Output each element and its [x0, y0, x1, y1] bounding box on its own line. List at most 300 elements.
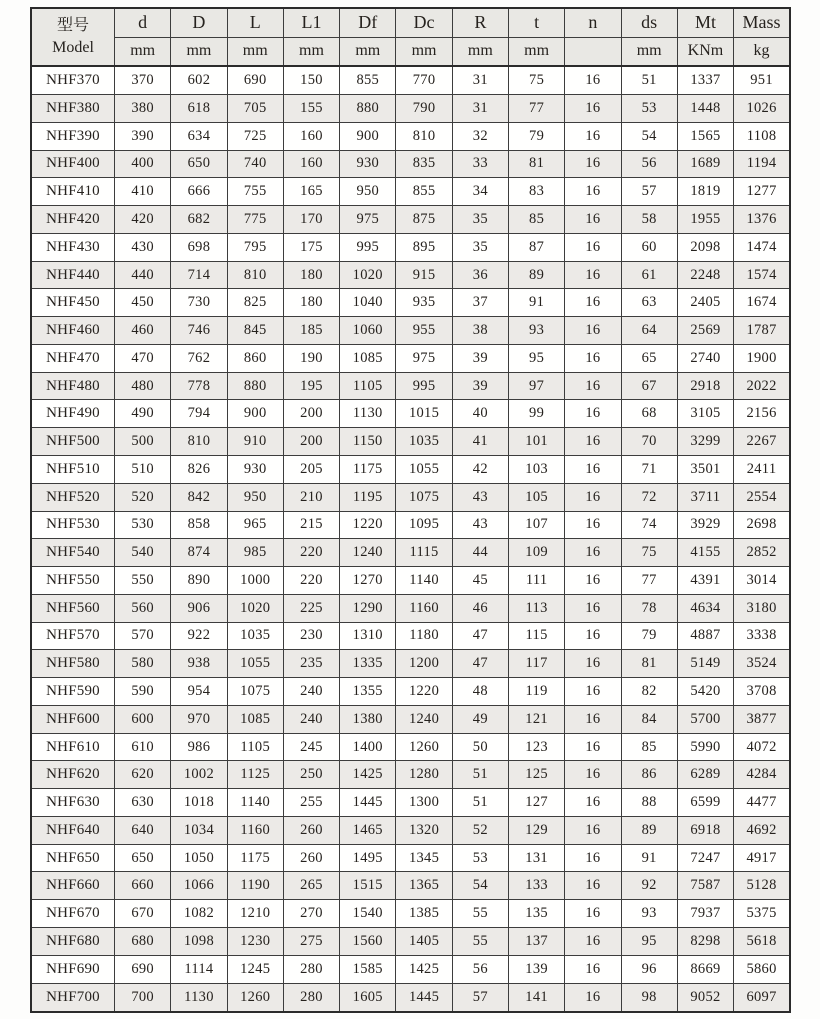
- value-cell: 2098: [677, 233, 733, 261]
- value-cell: 1280: [396, 761, 452, 789]
- value-cell: 1376: [734, 206, 790, 234]
- table-row: [31, 928, 790, 956]
- column-header-r: R: [452, 8, 508, 37]
- value-cell: 32: [452, 122, 508, 150]
- value-cell: 5990: [677, 733, 733, 761]
- value-cell: 1365: [396, 872, 452, 900]
- value-cell: 3338: [734, 622, 790, 650]
- value-cell: 1270: [340, 567, 396, 595]
- value-cell: 133: [508, 872, 564, 900]
- value-cell: 2156: [734, 400, 790, 428]
- value-cell: 1140: [396, 567, 452, 595]
- value-cell: 7587: [677, 872, 733, 900]
- table-row: [31, 400, 790, 428]
- value-cell: 38: [452, 317, 508, 345]
- table-body: [31, 66, 790, 1012]
- value-cell: 2554: [734, 483, 790, 511]
- table-row: [31, 511, 790, 539]
- value-cell: 874: [171, 539, 227, 567]
- table-row: [31, 372, 790, 400]
- value-cell: 1035: [227, 622, 283, 650]
- value-cell: 135: [508, 900, 564, 928]
- column-header-n: n: [565, 8, 621, 37]
- model-cell: NHF610: [31, 733, 115, 761]
- table-row: [31, 122, 790, 150]
- value-cell: 137: [508, 928, 564, 956]
- value-cell: 16: [565, 483, 621, 511]
- value-cell: 420: [115, 206, 171, 234]
- value-cell: 790: [396, 95, 452, 123]
- value-cell: 1026: [734, 95, 790, 123]
- value-cell: 43: [452, 511, 508, 539]
- value-cell: 3877: [734, 705, 790, 733]
- value-cell: 46: [452, 594, 508, 622]
- table-row: [31, 761, 790, 789]
- value-cell: 590: [115, 678, 171, 706]
- value-cell: 240: [283, 678, 339, 706]
- value-cell: 725: [227, 122, 283, 150]
- value-cell: 705: [227, 95, 283, 123]
- value-cell: 79: [621, 622, 677, 650]
- model-cell: NHF400: [31, 150, 115, 178]
- value-cell: 117: [508, 650, 564, 678]
- value-cell: 79: [508, 122, 564, 150]
- value-cell: 16: [565, 206, 621, 234]
- unit-header-mass: kg: [734, 37, 790, 66]
- model-cell: NHF620: [31, 761, 115, 789]
- value-cell: 47: [452, 622, 508, 650]
- value-cell: 762: [171, 344, 227, 372]
- value-cell: 1066: [171, 872, 227, 900]
- table-row: [31, 789, 790, 817]
- value-cell: 1345: [396, 844, 452, 872]
- table-row: [31, 872, 790, 900]
- value-cell: 78: [621, 594, 677, 622]
- value-cell: 82: [621, 678, 677, 706]
- value-cell: 5618: [734, 928, 790, 956]
- value-cell: 1819: [677, 178, 733, 206]
- value-cell: 975: [340, 206, 396, 234]
- value-cell: 129: [508, 816, 564, 844]
- value-cell: 260: [283, 844, 339, 872]
- value-cell: 6289: [677, 761, 733, 789]
- value-cell: 121: [508, 705, 564, 733]
- value-cell: 950: [227, 483, 283, 511]
- value-cell: 160: [283, 150, 339, 178]
- value-cell: 265: [283, 872, 339, 900]
- table-row: [31, 650, 790, 678]
- value-cell: 101: [508, 428, 564, 456]
- table-header: [31, 8, 790, 66]
- value-cell: 16: [565, 178, 621, 206]
- value-cell: 540: [115, 539, 171, 567]
- model-cell: NHF460: [31, 317, 115, 345]
- value-cell: 1574: [734, 261, 790, 289]
- value-cell: 5420: [677, 678, 733, 706]
- value-cell: 96: [621, 955, 677, 983]
- table-row: [31, 317, 790, 345]
- value-cell: 33: [452, 150, 508, 178]
- value-cell: 16: [565, 872, 621, 900]
- value-cell: 1474: [734, 233, 790, 261]
- value-cell: 460: [115, 317, 171, 345]
- value-cell: 3524: [734, 650, 790, 678]
- value-cell: 9052: [677, 983, 733, 1012]
- value-cell: 16: [565, 289, 621, 317]
- model-cell: NHF530: [31, 511, 115, 539]
- column-header-mass: Mass: [734, 8, 790, 37]
- value-cell: 2267: [734, 428, 790, 456]
- value-cell: 845: [227, 317, 283, 345]
- value-cell: 245: [283, 733, 339, 761]
- value-cell: 240: [283, 705, 339, 733]
- value-cell: 1035: [396, 428, 452, 456]
- model-cell: NHF570: [31, 622, 115, 650]
- value-cell: 56: [452, 955, 508, 983]
- value-cell: 4072: [734, 733, 790, 761]
- value-cell: 65: [621, 344, 677, 372]
- model-cell: NHF500: [31, 428, 115, 456]
- value-cell: 1448: [677, 95, 733, 123]
- value-cell: 1540: [340, 900, 396, 928]
- value-cell: 70: [621, 428, 677, 456]
- value-cell: 842: [171, 483, 227, 511]
- value-cell: 190: [283, 344, 339, 372]
- unit-header-l1: mm: [283, 37, 339, 66]
- value-cell: 775: [227, 206, 283, 234]
- value-cell: 40: [452, 400, 508, 428]
- value-cell: 2022: [734, 372, 790, 400]
- value-cell: 490: [115, 400, 171, 428]
- table-row: [31, 567, 790, 595]
- unit-header-n: [565, 37, 621, 66]
- value-cell: 666: [171, 178, 227, 206]
- value-cell: 41: [452, 428, 508, 456]
- value-cell: 1160: [227, 816, 283, 844]
- value-cell: 16: [565, 955, 621, 983]
- value-cell: 8298: [677, 928, 733, 956]
- value-cell: 550: [115, 567, 171, 595]
- value-cell: 825: [227, 289, 283, 317]
- value-cell: 1082: [171, 900, 227, 928]
- table-row: [31, 261, 790, 289]
- value-cell: 220: [283, 567, 339, 595]
- model-column-header: [31, 8, 115, 66]
- value-cell: 1085: [227, 705, 283, 733]
- table-row: [31, 344, 790, 372]
- value-cell: 890: [171, 567, 227, 595]
- value-cell: 115: [508, 622, 564, 650]
- value-cell: 1020: [340, 261, 396, 289]
- value-cell: 16: [565, 317, 621, 345]
- unit-header-df: mm: [340, 37, 396, 66]
- value-cell: 2852: [734, 539, 790, 567]
- value-cell: 99: [508, 400, 564, 428]
- value-cell: 16: [565, 705, 621, 733]
- table-row: [31, 178, 790, 206]
- table-row: [31, 483, 790, 511]
- value-cell: 4917: [734, 844, 790, 872]
- value-cell: 1405: [396, 928, 452, 956]
- value-cell: 16: [565, 428, 621, 456]
- value-cell: 370: [115, 66, 171, 95]
- value-cell: 67: [621, 372, 677, 400]
- value-cell: 280: [283, 955, 339, 983]
- value-cell: 4284: [734, 761, 790, 789]
- value-cell: 215: [283, 511, 339, 539]
- value-cell: 690: [227, 66, 283, 95]
- value-cell: 855: [396, 178, 452, 206]
- value-cell: 16: [565, 66, 621, 95]
- value-cell: 77: [621, 567, 677, 595]
- unit-header-d: mm: [171, 37, 227, 66]
- model-cell: NHF550: [31, 567, 115, 595]
- value-cell: 570: [115, 622, 171, 650]
- value-cell: 48: [452, 678, 508, 706]
- value-cell: 1060: [340, 317, 396, 345]
- value-cell: 89: [508, 261, 564, 289]
- value-cell: 139: [508, 955, 564, 983]
- value-cell: 1175: [340, 456, 396, 484]
- value-cell: 195: [283, 372, 339, 400]
- value-cell: 160: [283, 122, 339, 150]
- value-cell: 778: [171, 372, 227, 400]
- value-cell: 1674: [734, 289, 790, 317]
- model-cell: NHF700: [31, 983, 115, 1012]
- value-cell: 1260: [396, 733, 452, 761]
- value-cell: 510: [115, 456, 171, 484]
- value-cell: 113: [508, 594, 564, 622]
- value-cell: 6918: [677, 816, 733, 844]
- value-cell: 986: [171, 733, 227, 761]
- value-cell: 74: [621, 511, 677, 539]
- value-cell: 1689: [677, 150, 733, 178]
- table-row: [31, 622, 790, 650]
- value-cell: 650: [115, 844, 171, 872]
- value-cell: 83: [508, 178, 564, 206]
- value-cell: 93: [621, 900, 677, 928]
- value-cell: 16: [565, 344, 621, 372]
- value-cell: 280: [283, 983, 339, 1012]
- value-cell: 1290: [340, 594, 396, 622]
- value-cell: 1000: [227, 567, 283, 595]
- model-cell: NHF590: [31, 678, 115, 706]
- model-cell: NHF520: [31, 483, 115, 511]
- value-cell: 54: [452, 872, 508, 900]
- value-cell: 2405: [677, 289, 733, 317]
- value-cell: 103: [508, 456, 564, 484]
- value-cell: 4692: [734, 816, 790, 844]
- value-cell: 880: [340, 95, 396, 123]
- value-cell: 2569: [677, 317, 733, 345]
- value-cell: 16: [565, 456, 621, 484]
- value-cell: 1015: [396, 400, 452, 428]
- value-cell: 955: [396, 317, 452, 345]
- column-header-l: L: [227, 8, 283, 37]
- value-cell: 123: [508, 733, 564, 761]
- value-cell: 51: [452, 761, 508, 789]
- value-cell: 1900: [734, 344, 790, 372]
- value-cell: 954: [171, 678, 227, 706]
- table-row: [31, 456, 790, 484]
- value-cell: 5700: [677, 705, 733, 733]
- value-cell: 1115: [396, 539, 452, 567]
- value-cell: 105: [508, 483, 564, 511]
- value-cell: 16: [565, 678, 621, 706]
- value-cell: 2411: [734, 456, 790, 484]
- value-cell: 1194: [734, 150, 790, 178]
- value-cell: 16: [565, 400, 621, 428]
- value-cell: 740: [227, 150, 283, 178]
- model-cell: NHF540: [31, 539, 115, 567]
- value-cell: 682: [171, 206, 227, 234]
- value-cell: 56: [621, 150, 677, 178]
- value-cell: 1230: [227, 928, 283, 956]
- value-cell: 875: [396, 206, 452, 234]
- value-cell: 690: [115, 955, 171, 983]
- value-cell: 72: [621, 483, 677, 511]
- value-cell: 698: [171, 233, 227, 261]
- value-cell: 43: [452, 483, 508, 511]
- value-cell: 127: [508, 789, 564, 817]
- value-cell: 938: [171, 650, 227, 678]
- value-cell: 1195: [340, 483, 396, 511]
- value-cell: 175: [283, 233, 339, 261]
- value-cell: 3105: [677, 400, 733, 428]
- value-cell: 16: [565, 816, 621, 844]
- value-cell: 1445: [340, 789, 396, 817]
- value-cell: 1955: [677, 206, 733, 234]
- value-cell: 63: [621, 289, 677, 317]
- value-cell: 16: [565, 95, 621, 123]
- value-cell: 52: [452, 816, 508, 844]
- value-cell: 835: [396, 150, 452, 178]
- value-cell: 3929: [677, 511, 733, 539]
- value-cell: 2248: [677, 261, 733, 289]
- value-cell: 200: [283, 428, 339, 456]
- column-header-l1: L1: [283, 8, 339, 37]
- value-cell: 3711: [677, 483, 733, 511]
- value-cell: 16: [565, 233, 621, 261]
- table-row: [31, 594, 790, 622]
- value-cell: 855: [340, 66, 396, 95]
- value-cell: 670: [115, 900, 171, 928]
- table-row: [31, 705, 790, 733]
- model-cell: NHF680: [31, 928, 115, 956]
- value-cell: 47: [452, 650, 508, 678]
- value-cell: 1105: [340, 372, 396, 400]
- value-cell: 380: [115, 95, 171, 123]
- value-cell: 53: [452, 844, 508, 872]
- value-cell: 31: [452, 66, 508, 95]
- value-cell: 895: [396, 233, 452, 261]
- value-cell: 55: [452, 900, 508, 928]
- value-cell: 440: [115, 261, 171, 289]
- value-cell: 98: [621, 983, 677, 1012]
- value-cell: 85: [621, 733, 677, 761]
- value-cell: 930: [340, 150, 396, 178]
- model-cell: NHF390: [31, 122, 115, 150]
- value-cell: 602: [171, 66, 227, 95]
- value-cell: 1425: [340, 761, 396, 789]
- value-cell: 900: [340, 122, 396, 150]
- value-cell: 610: [115, 733, 171, 761]
- table-row: [31, 678, 790, 706]
- value-cell: 205: [283, 456, 339, 484]
- value-cell: 700: [115, 983, 171, 1012]
- value-cell: 55: [452, 928, 508, 956]
- value-cell: 1075: [227, 678, 283, 706]
- value-cell: 3014: [734, 567, 790, 595]
- value-cell: 75: [621, 539, 677, 567]
- value-cell: 53: [621, 95, 677, 123]
- model-cell: NHF580: [31, 650, 115, 678]
- value-cell: 580: [115, 650, 171, 678]
- value-cell: 858: [171, 511, 227, 539]
- value-cell: 1220: [340, 511, 396, 539]
- value-cell: 45: [452, 567, 508, 595]
- value-cell: 97: [508, 372, 564, 400]
- value-cell: 4477: [734, 789, 790, 817]
- value-cell: 810: [171, 428, 227, 456]
- value-cell: 1585: [340, 955, 396, 983]
- value-cell: 88: [621, 789, 677, 817]
- value-cell: 935: [396, 289, 452, 317]
- value-cell: 165: [283, 178, 339, 206]
- table-row: [31, 66, 790, 95]
- value-cell: 107: [508, 511, 564, 539]
- value-cell: 5375: [734, 900, 790, 928]
- value-cell: 680: [115, 928, 171, 956]
- value-cell: 1355: [340, 678, 396, 706]
- value-cell: 51: [452, 789, 508, 817]
- value-cell: 995: [340, 233, 396, 261]
- model-cell: NHF470: [31, 344, 115, 372]
- value-cell: 660: [115, 872, 171, 900]
- value-cell: 650: [171, 150, 227, 178]
- model-cell: NHF650: [31, 844, 115, 872]
- table-row: [31, 150, 790, 178]
- value-cell: 714: [171, 261, 227, 289]
- table-row: [31, 428, 790, 456]
- value-cell: 951: [734, 66, 790, 95]
- value-cell: 1310: [340, 622, 396, 650]
- value-cell: 7937: [677, 900, 733, 928]
- value-cell: 950: [340, 178, 396, 206]
- value-cell: 230: [283, 622, 339, 650]
- column-header-df: Df: [340, 8, 396, 37]
- value-cell: 1385: [396, 900, 452, 928]
- value-cell: 1425: [396, 955, 452, 983]
- model-cell: NHF510: [31, 456, 115, 484]
- value-cell: 6599: [677, 789, 733, 817]
- column-header-t: t: [508, 8, 564, 37]
- value-cell: 87: [508, 233, 564, 261]
- value-cell: 2698: [734, 511, 790, 539]
- value-cell: 86: [621, 761, 677, 789]
- value-cell: 71: [621, 456, 677, 484]
- value-cell: 1150: [340, 428, 396, 456]
- value-cell: 16: [565, 844, 621, 872]
- model-cell: NHF480: [31, 372, 115, 400]
- value-cell: 57: [621, 178, 677, 206]
- unit-header-mt: KNm: [677, 37, 733, 66]
- value-cell: 630: [115, 789, 171, 817]
- value-cell: 57: [452, 983, 508, 1012]
- value-cell: 155: [283, 95, 339, 123]
- model-cell: NHF420: [31, 206, 115, 234]
- value-cell: 600: [115, 705, 171, 733]
